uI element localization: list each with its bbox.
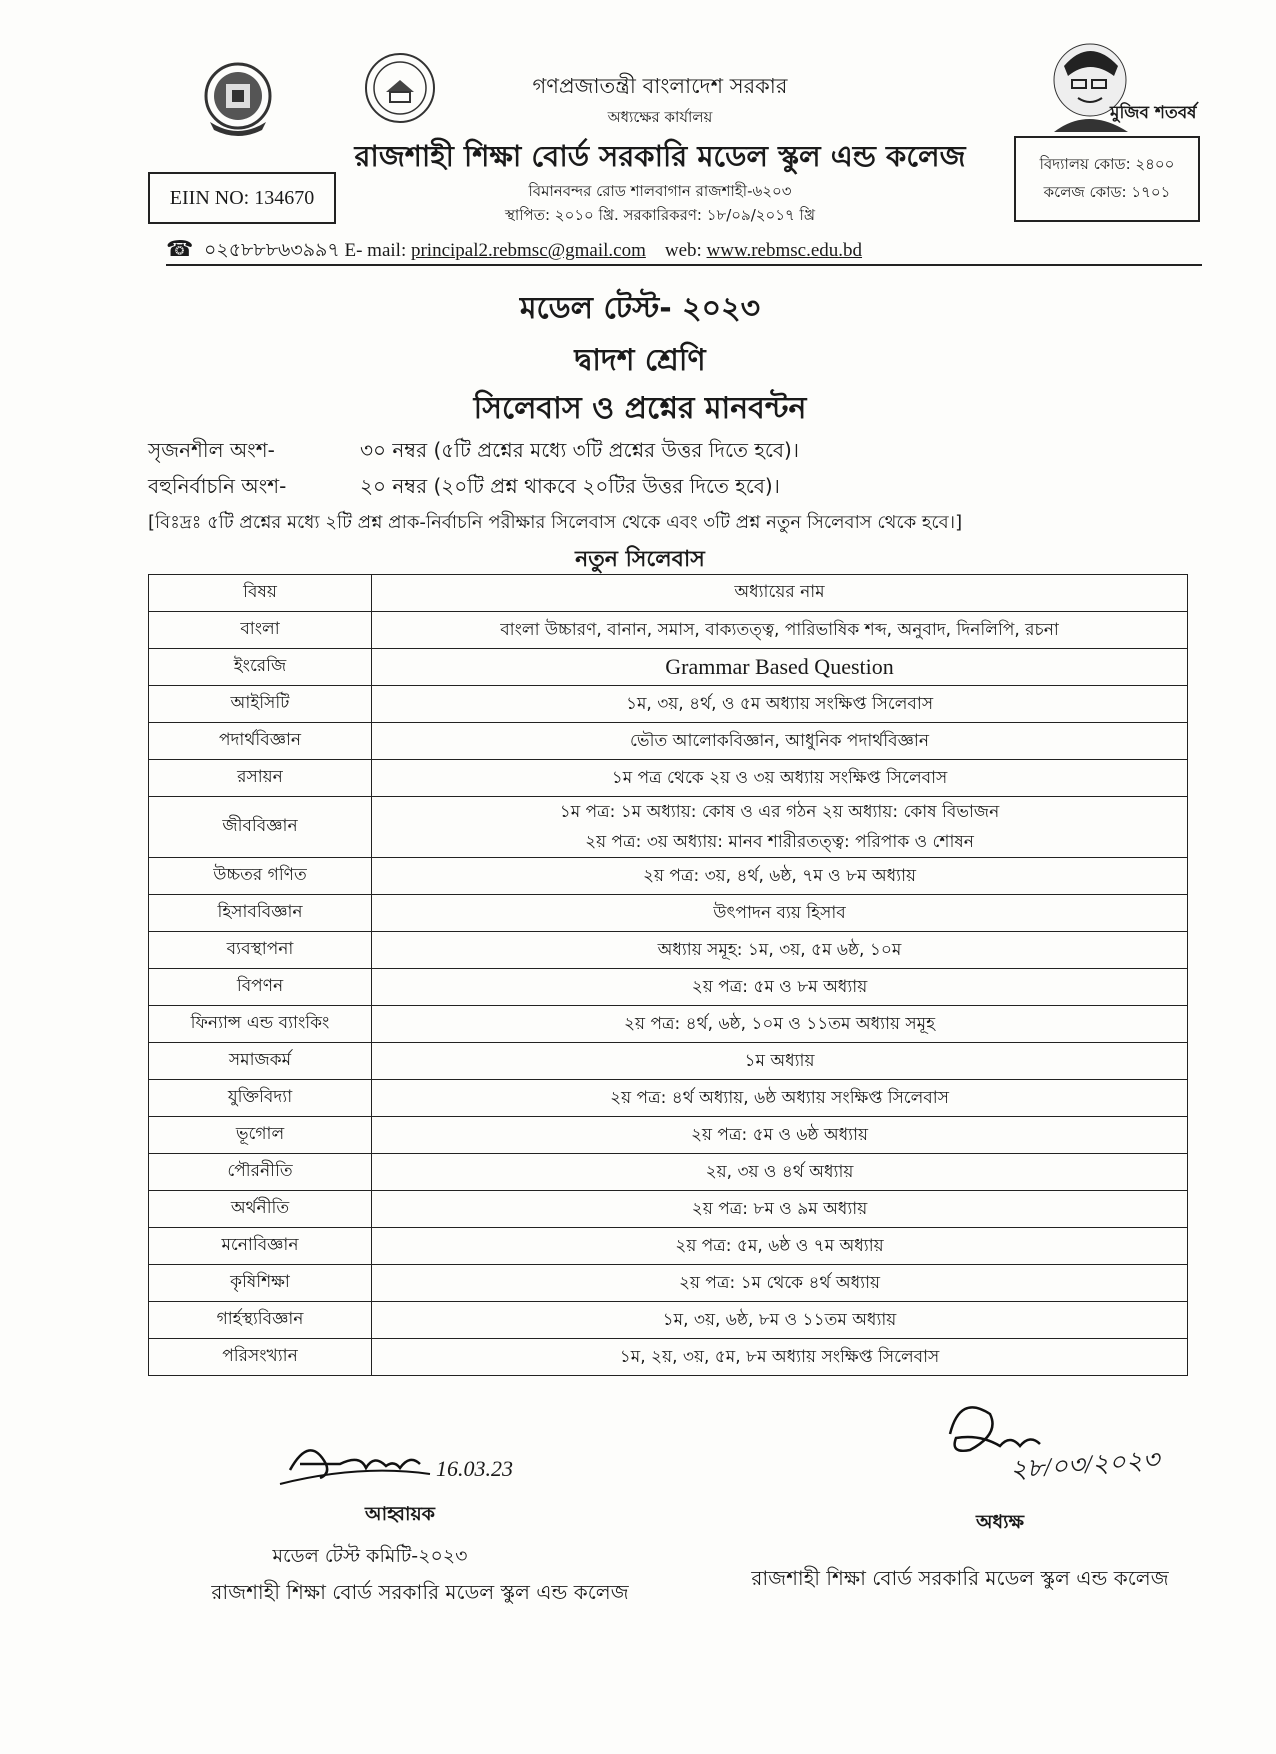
syllabus-table bbox=[148, 574, 1188, 1376]
convener-title: আহ্বায়ক bbox=[365, 1503, 435, 1525]
chapters-cell bbox=[372, 760, 1188, 797]
chapter-line: উৎপাদন ব্যয় হিসাব bbox=[713, 903, 846, 923]
chapters-cell bbox=[372, 1228, 1188, 1265]
table-row bbox=[149, 1302, 1188, 1339]
subject-cell: জীববিজ্ঞান bbox=[149, 797, 372, 858]
chapters-cell bbox=[372, 858, 1188, 895]
college-code: কলেজ কোড: ১৭০১ bbox=[1043, 183, 1171, 201]
header-subject: বিষয় bbox=[149, 575, 372, 612]
subject-cell: আইসিটি bbox=[149, 686, 372, 723]
chapter-line: ২য়, ৩য় ও ৪র্থ অধ্যায় bbox=[705, 1162, 854, 1182]
test-title: মডেল টেস্ট- ২০২৩ bbox=[519, 291, 761, 326]
chapters-cell bbox=[372, 797, 1188, 858]
mark-label: বহুনির্বাচনি অংশ- bbox=[148, 474, 287, 498]
subject-cell: পরিসংখ্যান bbox=[149, 1339, 372, 1376]
phone-icon: ☎ bbox=[166, 236, 194, 261]
government-title: গণপ্রজাতন্ত্রী বাংলাদেশ সরকার bbox=[532, 74, 788, 98]
office-name: অধ্যক্ষের কার্যালয় bbox=[607, 108, 713, 126]
table-row bbox=[149, 686, 1188, 723]
table-row bbox=[149, 895, 1188, 932]
subject-cell: বাংলা bbox=[149, 612, 372, 649]
table-row bbox=[149, 858, 1188, 895]
chapter-line: ২য় পত্র: ৩য় অধ্যায়: মানব শারীরতত্ত্ব: পরিপাক ও শোষন bbox=[585, 832, 974, 852]
email-link[interactable]: principal2.rebmsc@gmail.com bbox=[410, 240, 646, 261]
header-divider bbox=[166, 264, 1202, 266]
chapter-line: ২য় পত্র: ৫ম ও ৮ম অধ্যায় bbox=[691, 977, 868, 997]
chapter-line: ১ম অধ্যায় bbox=[744, 1051, 815, 1071]
chapters-cell bbox=[372, 1154, 1188, 1191]
syllabus-heading: সিলেবাস ও প্রশ্নের মানবন্টন bbox=[473, 391, 807, 426]
subject-cell: পৌরনীতি bbox=[149, 1154, 372, 1191]
chapter-line: ১ম, ৩য়, ৪র্থ, ও ৫ম অধ্যায় সংক্ষিপ্ত সিলেবাস bbox=[625, 694, 934, 714]
chapters-cell bbox=[372, 1080, 1188, 1117]
table-row bbox=[149, 1265, 1188, 1302]
table-row bbox=[149, 1191, 1188, 1228]
subject-cell: মনোবিজ্ঞান bbox=[149, 1228, 372, 1265]
table-row bbox=[149, 1080, 1188, 1117]
table-row bbox=[149, 723, 1188, 760]
subject-cell: ইংরেজি bbox=[149, 649, 372, 686]
chapter-line: ২য় পত্র: ৪র্থ অধ্যায়, ৬ষ্ঠ অধ্যায় সংক্ষিপ্ত সিলেবাস bbox=[610, 1088, 949, 1108]
table-row bbox=[149, 1339, 1188, 1376]
web-label: web: bbox=[664, 240, 702, 261]
college-name: রাজশাহী শিক্ষা বোর্ড সরকারি মডেল স্কুল এন্ড কলেজ bbox=[354, 139, 966, 173]
table-row bbox=[149, 969, 1188, 1006]
subject-cell: ফিন্যান্স এন্ড ব্যাংকিং bbox=[149, 1006, 372, 1043]
subject-cell: গার্হস্থ্যবিজ্ঞান bbox=[149, 1302, 372, 1339]
chapter-line: ২য় পত্র: ৪র্থ, ৬ষ্ঠ, ১০ম ও ১১তম অধ্যায় সমূহ bbox=[623, 1014, 936, 1034]
chapter-line: ১ম, ৩য়, ৬ষ্ঠ, ৮ম ও ১১তম অধ্যায় bbox=[662, 1310, 897, 1330]
chapters-cell bbox=[372, 1043, 1188, 1080]
table-row bbox=[149, 760, 1188, 797]
chapters-cell bbox=[372, 1265, 1188, 1302]
chapters-cell bbox=[372, 1339, 1188, 1376]
chapter-line: ১ম পত্র: ১ম অধ্যায়: কোষ ও এর গঠন ২য় অধ্যায়: কোষ বিভাজন bbox=[559, 802, 1000, 822]
table-row bbox=[149, 1228, 1188, 1265]
mark-row-creative bbox=[148, 436, 799, 469]
chapter-line: ভৌত আলোকবিজ্ঞান, আধুনিক পদার্থবিজ্ঞান bbox=[630, 731, 929, 751]
government-emblem-logo bbox=[196, 56, 280, 140]
chapters-cell bbox=[372, 932, 1188, 969]
chapter-line: ২য় পত্র: ৫ম, ৬ষ্ঠ ও ৭ম অধ্যায় bbox=[675, 1236, 884, 1256]
chapter-line: অধ্যায় সমূহ: ১ম, ৩য়, ৫ম ৬ষ্ঠ, ১০ম bbox=[657, 940, 902, 960]
new-syllabus-heading: নতুন সিলেবাস bbox=[575, 547, 705, 572]
subject-cell: কৃষিশিক্ষা bbox=[149, 1265, 372, 1302]
mark-row-mcq bbox=[148, 472, 780, 505]
header-chapters: অধ্যায়ের নাম bbox=[372, 575, 1188, 612]
chapters-cell bbox=[372, 1302, 1188, 1339]
chapter-line: ১ম, ২য়, ৩য়, ৫ম, ৮ম অধ্যায় সংক্ষিপ্ত সিলেবাস bbox=[619, 1347, 940, 1367]
chapters-cell bbox=[372, 723, 1188, 760]
table-row bbox=[149, 932, 1188, 969]
subject-cell: হিসাববিজ্ঞান bbox=[149, 895, 372, 932]
chapters-cell bbox=[372, 969, 1188, 1006]
eiin-box: EIIN NO: 134670 bbox=[148, 172, 336, 224]
committee-name: মডেল টেস্ট কমিটি-২০২৩ bbox=[272, 1545, 468, 1567]
chapter-line: ২য় পত্র: ৩য়, ৪র্থ, ৬ষ্ঠ, ৭ম ও ৮ম অধ্যায় bbox=[642, 866, 917, 886]
chapters-cell bbox=[372, 1117, 1188, 1154]
chapter-line: Grammar Based Question bbox=[665, 654, 894, 679]
subject-cell: অর্থনীতি bbox=[149, 1191, 372, 1228]
subject-cell: ভূগোল bbox=[149, 1117, 372, 1154]
web-link[interactable]: www.rebmsc.edu.bd bbox=[706, 240, 863, 261]
mark-value: ২০ নম্বর (২০টি প্রশ্ন থাকবে ২০টির উত্তর দিতে হবে)। bbox=[360, 474, 780, 498]
subject-cell: পদার্থবিজ্ঞান bbox=[149, 723, 372, 760]
college-name-left: রাজশাহী শিক্ষা বোর্ড সরকারি মডেল স্কুল এন্ড কলেজ bbox=[211, 1580, 629, 1604]
chapters-cell bbox=[372, 1006, 1188, 1043]
chapters-cell bbox=[372, 1191, 1188, 1228]
chapter-line: ২য় পত্র: ৫ম ও ৬ষ্ঠ অধ্যায় bbox=[690, 1125, 869, 1145]
chapters-cell bbox=[372, 649, 1188, 686]
class-title: দ্বাদশ শ্রেণি bbox=[574, 343, 706, 378]
chapters-cell bbox=[372, 686, 1188, 723]
chapters-cell bbox=[372, 612, 1188, 649]
email-label: E- mail: bbox=[344, 240, 407, 261]
code-box bbox=[1014, 136, 1200, 222]
mark-label: সৃজনশীল অংশ- bbox=[148, 438, 275, 462]
table-row bbox=[149, 797, 1188, 858]
table-row bbox=[149, 1043, 1188, 1080]
subject-cell: বিপণন bbox=[149, 969, 372, 1006]
table-row bbox=[149, 612, 1188, 649]
subject-cell: সমাজকর্ম bbox=[149, 1043, 372, 1080]
chapter-line: বাংলা উচ্চারণ, বানান, সমাস, বাক্যতত্ত্ব, পারিভাষিক শব্দ, অনুবাদ, দিনলিপি, রচনা bbox=[500, 620, 1059, 640]
subject-cell: রসায়ন bbox=[149, 760, 372, 797]
subject-cell: উচ্চতর গণিত bbox=[149, 858, 372, 895]
table-header-row bbox=[149, 575, 1188, 612]
chapters-cell bbox=[372, 895, 1188, 932]
chapter-line: ১ম পত্র থেকে ২য় ও ৩য় অধ্যায় সংক্ষিপ্ত সিলেবাস bbox=[611, 768, 948, 788]
note-text: [বিঃদ্রঃ ৫টি প্রশ্নের মধ্যে ২টি প্রশ্ন প্রাক-নির্বাচনি পরীক্ষার সিলেবাস থেকে এবং ৩টি প্রশ্ন নতুন সিলেবাস থেকে হবে।] bbox=[148, 512, 963, 533]
chapter-line: ২য় পত্র: ১ম থেকে ৪র্থ অধ্যায় bbox=[678, 1273, 881, 1293]
college-name-right: রাজশাহী শিক্ষা বোর্ড সরকারি মডেল স্কুল এন্ড কলেজ bbox=[751, 1566, 1169, 1590]
table-row bbox=[149, 1006, 1188, 1043]
subject-cell: যুক্তিবিদ্যা bbox=[149, 1080, 372, 1117]
table-row bbox=[149, 649, 1188, 686]
logo-right-text: মুজিব শতবর্ষ bbox=[1110, 103, 1197, 123]
school-code: বিদ্যালয় কোড: ২৪০০ bbox=[1039, 155, 1175, 173]
chapter-line: ২য় পত্র: ৮ম ও ৯ম অধ্যায় bbox=[691, 1199, 868, 1219]
principal-title: অধ্যক্ষ bbox=[975, 1511, 1024, 1533]
table-row bbox=[149, 1117, 1188, 1154]
table-row bbox=[149, 1154, 1188, 1191]
principal-date: ২৮/০৩/২০২৩ bbox=[1009, 1444, 1161, 1485]
mark-value: ৩০ নম্বর (৫টি প্রশ্নের মধ্যে ৩টি প্রশ্নের উত্তর দিতে হবে)। bbox=[360, 438, 800, 462]
phone-number: ০২৫৮৮৮৬৩৯৯৭ bbox=[204, 240, 340, 261]
convener-date: 16.03.23 bbox=[436, 1456, 513, 1481]
established-info: স্থাপিত: ২০১০ খ্রি. সরকারিকরণ: ১৮/০৯/২০১৭ খ্রি bbox=[504, 206, 816, 224]
college-address: বিমানবন্দর রোড শালবাগান রাজশাহী-৬২০৩ bbox=[528, 182, 792, 200]
subject-cell: ব্যবস্থাপনা bbox=[149, 932, 372, 969]
